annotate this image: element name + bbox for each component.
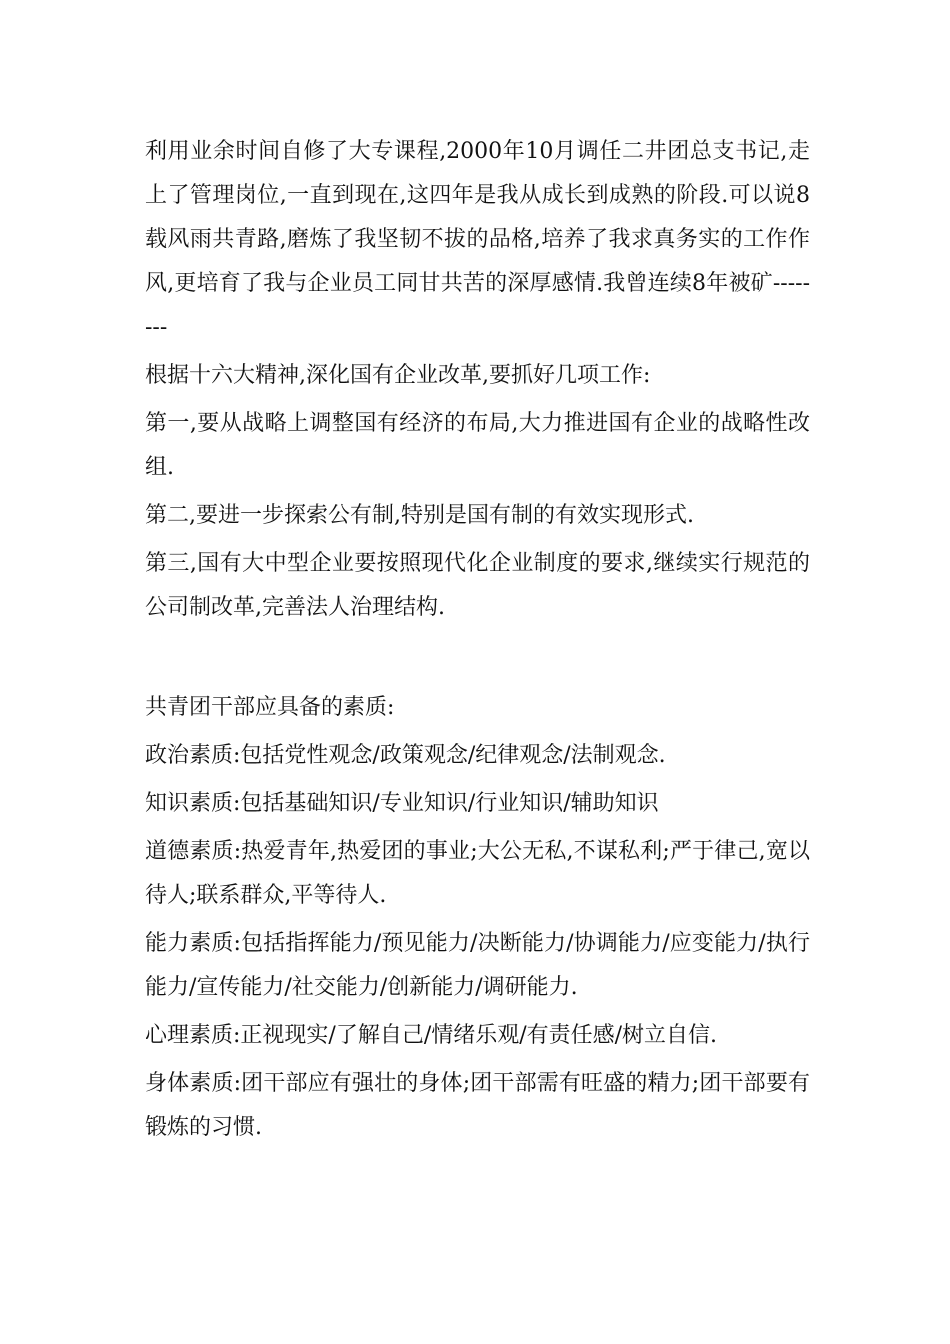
paragraph-qualities-heading: 共青团干部应具备的素质: (145, 695, 395, 720)
paragraph-knowledge-quality: 知识素质:包括基础知识/专业知识/行业知识/辅助知识 (145, 791, 659, 816)
paragraph-political-quality: 政治素质:包括党性观念/政策观念/纪律观念/法制观念. (145, 743, 666, 768)
paragraph-reform-item-3: 第三,国有大中型企业要按照现代化企业制度的要求,继续实行规范的公司制改革,完善法人治理结构. (145, 551, 810, 620)
document-body (145, 130, 810, 1150)
paragraph-reform-intro: 根据十六大精神,深化国有企业改革,要抓好几项工作: (145, 363, 651, 388)
paragraph-career-summary: 利用业余时间自修了大专课程,2000年10月调任二井团总支书记,走上了管理岗位,一直到现在,这四年是我从成长到成熟的阶段.可以说8载风雨共青路,磨炼了我坚韧不拔的品格,培养了我求真务实的工作作风,更培育了我与企业员工同甘共苦的深厚感情.我曾连续8年被矿-------- (145, 139, 810, 340)
paragraph-ability-quality: 能力素质:包括指挥能力/预见能力/决断能力/协调能力/应变能力/执行能力/宣传能力/社交能力/创新能力/调研能力. (145, 931, 810, 1000)
paragraph-reform-item-2: 第二,要进一步探索公有制,特别是国有制的有效实现形式. (145, 503, 694, 528)
paragraph-moral-quality: 道德素质:热爱青年,热爱团的事业;大公无私,不谋私利;严于律己,宽以待人;联系群众,平等待人. (145, 839, 810, 908)
section-spacer (145, 630, 810, 686)
paragraph-reform-item-1: 第一,要从战略上调整国有经济的布局,大力推进国有企业的战略性改组. (145, 411, 810, 480)
paragraph-physical-quality: 身体素质:团干部应有强壮的身体;团干部需有旺盛的精力;团干部要有锻炼的习惯. (145, 1071, 810, 1140)
paragraph-psychological-quality: 心理素质:正视现实/了解自己/情绪乐观/有责任感/树立自信. (145, 1023, 718, 1048)
